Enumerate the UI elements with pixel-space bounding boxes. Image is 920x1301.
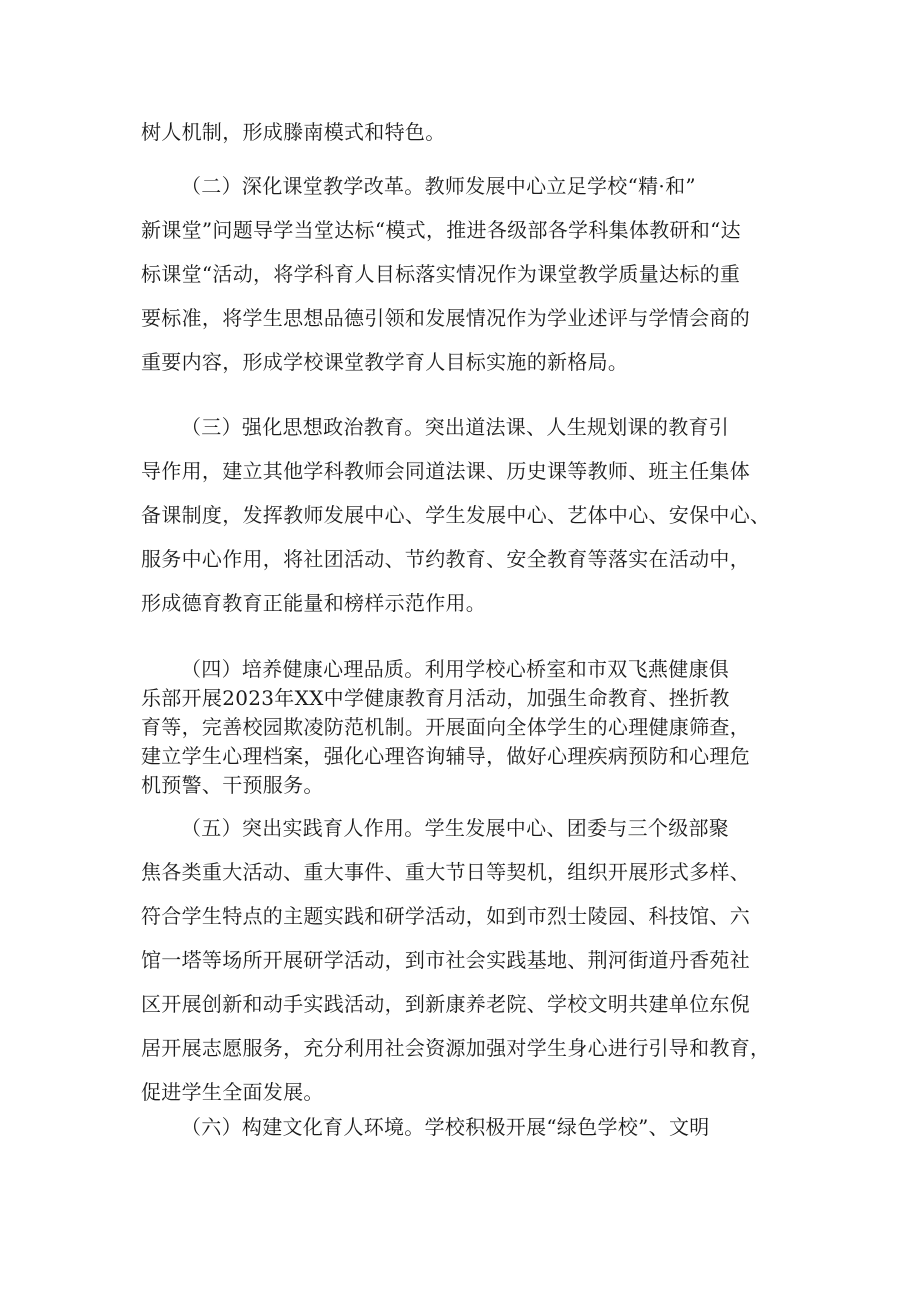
text-line: 区开展创新和动手实践活动，到新康养老院、学校文明共建单位东倪 <box>141 992 750 1016</box>
text-line: 居开展志愿服务，充分利用社会资源加强对学生身心进行引导和教育， <box>141 1036 771 1060</box>
paragraph-political-education <box>141 405 781 625</box>
text-line: 重要内容，形成学校课堂教学育人目标实施的新格局。 <box>141 350 629 374</box>
text-line: 要标准，将学生思想品德引领和发展情况作为学业述评与学情会商的 <box>141 306 750 330</box>
text-line: 机预警、干预服务。 <box>141 773 324 797</box>
text-line: 形成德育教育正能量和榜样示范作用。 <box>141 591 487 615</box>
paragraph-continuation <box>141 110 781 154</box>
text-line: （二）深化课堂教学改革。教师发展中心立足学校“精·和” <box>181 174 696 198</box>
text-line: 焦各类重大活动、重大事件、重大节日等契机，组织开展形式多样、 <box>141 860 750 884</box>
text-line: （四）培养健康心理品质。利用学校心桥室和市双飞燕健康俱 <box>181 657 730 681</box>
text-line: 符合学生特点的主题实践和研学活动，如到市烈士陵园、科技馆、六 <box>141 904 750 928</box>
text-line: （五）突出实践育人作用。学生发展中心、团委与三个级部聚 <box>181 816 730 840</box>
text-line: 服务中心作用，将社团活动、节约教育、安全教育等落实在活动中， <box>141 547 750 571</box>
text-line: 馆一塔等场所开展研学活动，到市社会实践基地、荆河街道丹香苑社 <box>141 948 750 972</box>
text-line: 新课堂”问题导学当堂达标“模式，推进各级部各学科集体教研和“达 <box>141 218 741 242</box>
text-line: 导作用，建立其他学科教师会同道法课、历史课等教师、班主任集体 <box>141 459 750 483</box>
text-line: 乐部开展2023年XX中学健康教育月活动，加强生命教育、挫折教 <box>141 686 730 710</box>
paragraph-mental-health <box>141 655 781 800</box>
text-line: （六）构建文化育人环境。学校积极开展“绿色学校”、文明 <box>181 1115 710 1139</box>
paragraph-classroom-reform <box>141 164 781 384</box>
text-line: 促进学生全面发展。 <box>141 1080 324 1104</box>
paragraph-practice-education <box>141 806 781 1114</box>
text-line: （三）强化思想政治教育。突出道法课、人生规划课的教育引 <box>181 415 730 439</box>
text-line: 树人机制，形成滕南模式和特色。 <box>141 120 446 144</box>
text-line: 备课制度，发挥教师发展中心、学生发展中心、艺体中心、安保中心、 <box>141 503 771 527</box>
text-line: 育等，完善校园欺凌防范机制。开展面向全体学生的心理健康筛查， <box>141 715 750 739</box>
text-line: 标课堂“活动，将学科育人目标落实情况作为课堂教学质量达标的重 <box>141 262 741 286</box>
paragraph-cultural-environment <box>141 1105 781 1149</box>
text-line: 建立学生心理档案，强化心理咨询辅导，做好心理疾病预防和心理危 <box>141 744 750 768</box>
